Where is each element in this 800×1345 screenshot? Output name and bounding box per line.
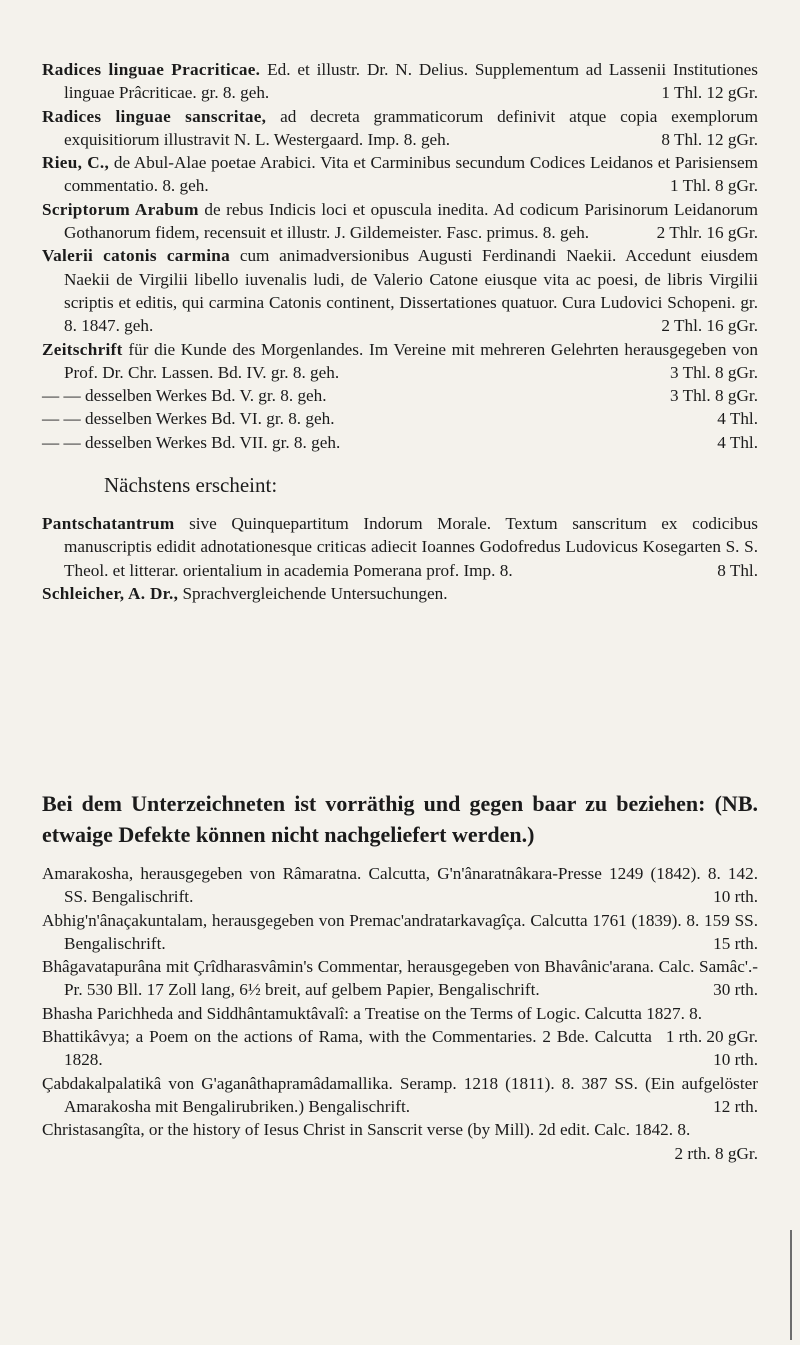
entry-price: 3 Thl. 8 gGr. <box>669 362 758 382</box>
entry-price: 10 rth. <box>713 1050 758 1070</box>
entry-price: 10 rth. <box>713 887 758 907</box>
entry-price: 2 rth. 8 gGr. <box>674 1143 758 1163</box>
stock-entry <box>42 1072 758 1119</box>
entry-price: 4 Thl. <box>717 432 758 452</box>
entry-body: de rebus Indicis loci et opuscula inedita. Ad codicum Parisinorum Leidanorum Gothanorum fidem, recensuit et illustr. J. Gildemeister. Fasc. primus. 8. geh. <box>64 199 759 243</box>
entry-price: 2 Thl. 16 gGr. <box>661 316 758 336</box>
entry-body: desselben Werkes Bd. VII. gr. 8. geh. <box>84 432 341 452</box>
entry-price: 1 Thl. 8 gGr. <box>669 176 758 196</box>
entry-price: 15 rth. <box>713 933 758 953</box>
stock-section <box>42 788 758 1165</box>
entry-price: 30 rth. <box>713 980 758 1000</box>
catalog-entry <box>42 384 758 407</box>
entry-body: Ed. et illustr. Dr. N. Delius. Supplementum ad Lassenii Institutiones linguae Prâcriticae. gr. 8. geh. <box>64 60 758 103</box>
entry-heading: Pantschatantrum <box>42 514 175 534</box>
stock-entry <box>42 1002 758 1047</box>
entry-body: Amarakosha, herausgegeben von Râmaratna. Calcutta, G'n'ânaratnâkara-Presse 1249 (1842). 8. 142. SS. Bengalischrift. <box>42 864 758 907</box>
entry-price: 8 Thl. <box>717 560 758 580</box>
entry-body: Sprachvergleichende Untersuchungen. <box>182 583 448 603</box>
ditto-mark: — — <box>42 432 81 452</box>
entry-heading: Schleicher, A. Dr., <box>42 583 179 603</box>
entry-body: Bhasha Parichheda and Siddhântamuktâvalî: a Treatise on the Terms of Logic. Calcutta 1827. 8. <box>42 1003 703 1023</box>
stock-entry <box>42 1118 758 1163</box>
entry-price: 4 Thl. <box>717 409 758 429</box>
entry-body: Çabdakalpalatikâ von G'aganâthapramâdamallika. Seramp. 1218 (1811). 8. 387 SS. (Ein aufgelöster Amarakosha mit Bengalirubriken.) Bengalischrift. <box>42 1073 758 1116</box>
catalog-entry <box>42 244 758 337</box>
catalog-entry <box>42 58 758 105</box>
entry-body: für die Kunde des Morgenlandes. Im Vereine mit mehreren Gelehrten herausgegeben von Prof. Dr. Chr. Lassen. Bd. IV. gr. 8. geh. <box>64 339 758 382</box>
stock-entry <box>42 862 758 909</box>
catalog-section <box>42 58 758 605</box>
entry-heading: Radices linguae sanscritae, <box>42 106 267 126</box>
entry-heading: Scriptorum Arabum <box>42 199 199 219</box>
entry-price: 2 Thlr. 16 gGr. <box>656 223 758 243</box>
entry-body: Bhâgavatapurâna mit Çrîdharasvâmin's Commentar, herausgegeben von Bhavânic'arana. Calc. Samâc'.-Pr. 530 Bll. 17 Zoll lang, 6½ breit, auf gelbem Papier, Bengalischrift. <box>42 957 758 1000</box>
catalog-entry <box>42 151 758 198</box>
entry-body: cum animadversionibus Augusti Ferdinandi Naekii. Accedunt eiusdem Naekii de Virgilii libello iuvenalis ludi, de Valerio Catone eiusque vita ac poesi, de libris Virgilii scriptis et editis, qui carmina Catonis continent, Dissertationes quatuor. Cura Ludovici Schopeni. gr. 8. 1847. geh. <box>64 246 758 336</box>
entry-price: 3 Thl. 8 gGr. <box>669 386 758 406</box>
entry-body: desselben Werkes Bd. V. gr. 8. geh. <box>84 386 327 406</box>
entry-body: de Abul-Alae poetae Arabici. Vita et Carminibus secundum Codices Leidanos et Parisiensem commentatio. 8. geh. <box>64 153 758 196</box>
stock-entry <box>42 1025 758 1072</box>
upcoming-heading: Nächstens erscheint: <box>104 473 278 498</box>
ditto-mark: — — <box>42 409 81 429</box>
stock-entry <box>42 955 758 1002</box>
entry-heading: Rieu, C., <box>42 153 110 173</box>
entry-price: 1 Thl. 12 gGr. <box>661 83 758 103</box>
entry-price: 8 Thl. 12 gGr. <box>661 129 758 149</box>
stock-entry <box>42 909 758 956</box>
entry-price: 1 rth. 20 gGr. <box>665 1027 758 1047</box>
entry-body: Abhig'n'ânaçakuntalam, herausgegeben von Premac'andratarkavagîça. Calcutta 1761 (1839). 8. 159 SS. Bengalischrift. <box>42 910 758 953</box>
upcoming-entry <box>42 582 758 605</box>
entry-body: desselben Werkes Bd. VI. gr. 8. geh. <box>84 409 335 429</box>
entry-price: 12 rth. <box>713 1096 758 1116</box>
catalog-entry <box>42 338 758 385</box>
ditto-mark: — — <box>42 386 81 406</box>
catalog-entry <box>42 431 758 454</box>
entry-body: Christasangîta, or the history of Iesus Christ in Sanscrit verse (by Mill). 2d edit. Calc. 1842. 8. <box>42 1120 691 1140</box>
notice-text: Bei dem Unterzeichneten ist vorräthig und gegen baar zu beziehen: (NB. etwaige Defekte können nicht nachgeliefert werden.) <box>42 791 758 847</box>
upcoming-entry <box>42 512 758 582</box>
page-edge-rule <box>790 1230 792 1340</box>
entry-body: Bhattikâvya; a Poem on the actions of Rama, with the Commentaries. 2 Bde. Calcutta 1828. <box>42 1027 652 1070</box>
entry-body: sive Quinquepartitum Indorum Morale. Textum sanscritum ex codicibus manuscriptis edidit adnotationesque criticas adiecit Ioannes Godofredus Ludovicus Kosegarten S. S. Theol. et litterar. orientalium in academia Pomerana prof. Imp. 8. <box>64 514 758 580</box>
catalog-entry <box>42 105 758 152</box>
entry-body: ad decreta grammaticorum definivit atque copia exemplorum exquisitiorum illustravit N. L. Westergaard. Imp. 8. geh. <box>64 106 758 149</box>
catalog-entry <box>42 407 758 430</box>
entry-heading: Zeitschrift <box>42 339 123 359</box>
entry-heading: Valerii catonis carmina <box>42 246 231 266</box>
entry-heading: Radices linguae Pracriticae. <box>42 60 261 79</box>
catalog-entry <box>42 198 758 245</box>
